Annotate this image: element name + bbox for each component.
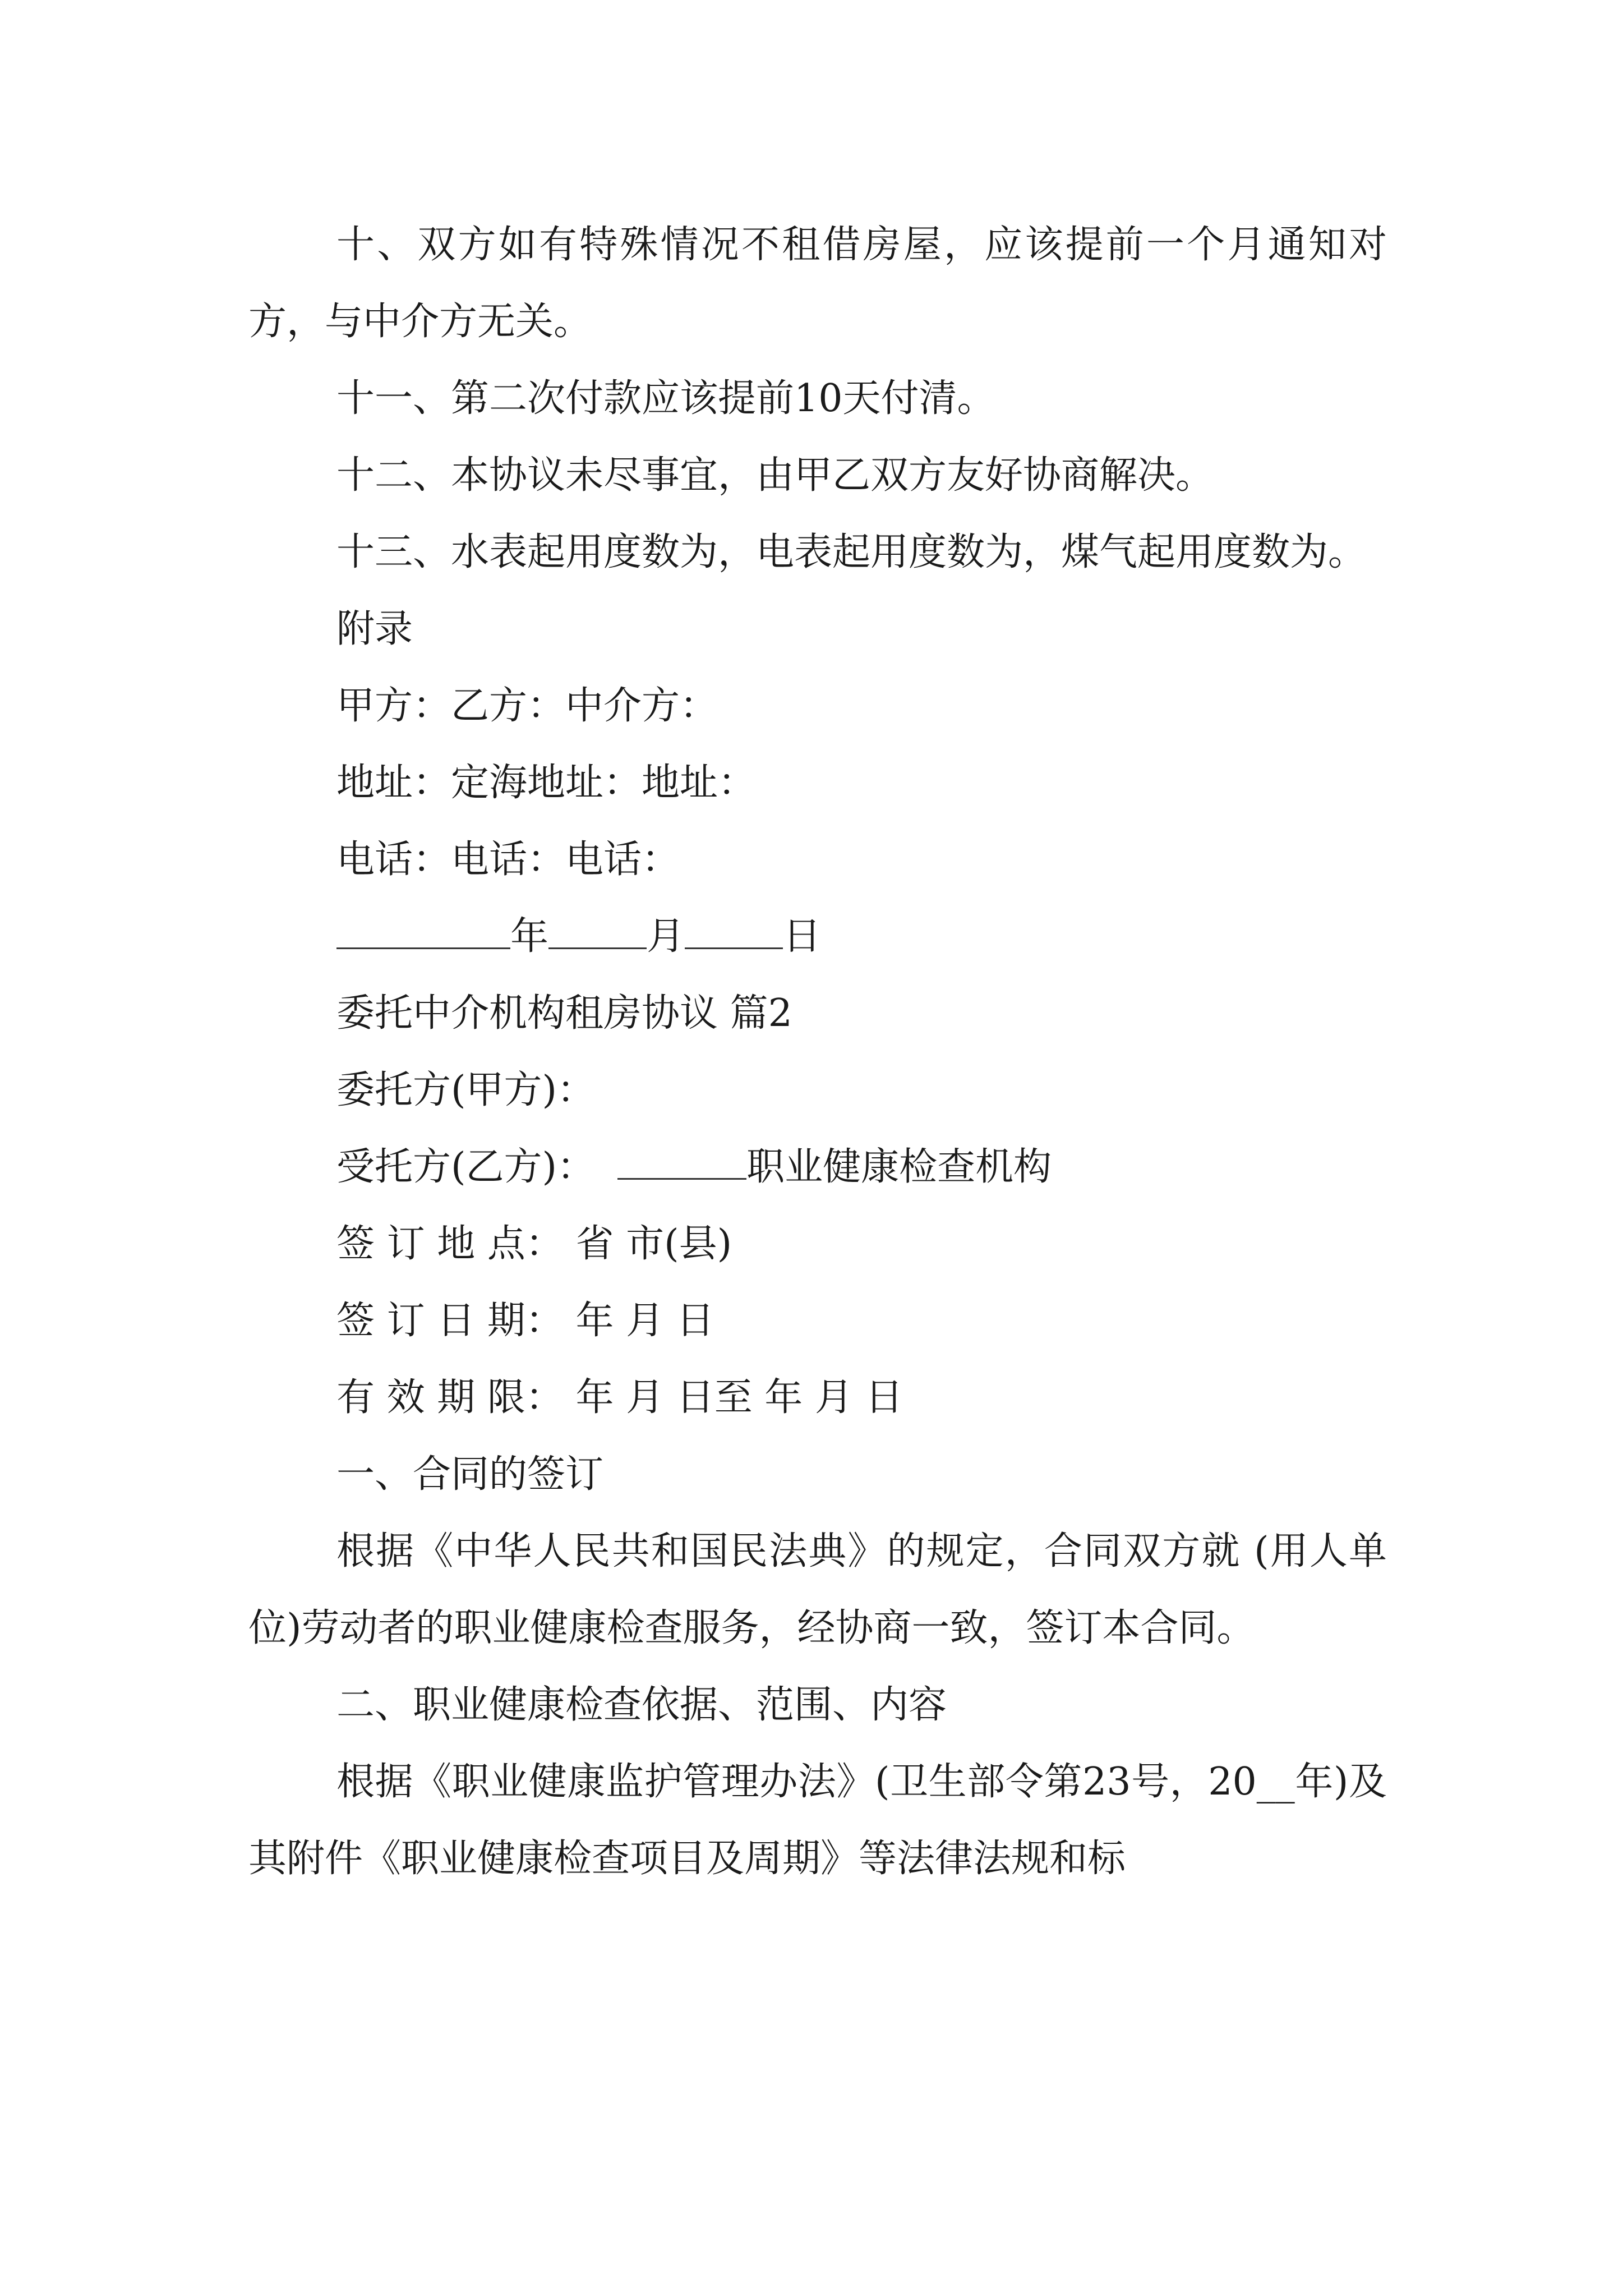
day-label: 日 (783, 914, 822, 959)
paragraph-exam-basis: 根据《职业健康监护管理办法》(卫生部令第23号，20__年)及其附件《职业健康检查项目及周期》等法律法规和标 (248, 1760, 1387, 1881)
day-blank (685, 914, 783, 949)
agent-label: 受托方(乙方)： (336, 1145, 596, 1189)
year-label: 年 (510, 914, 549, 959)
agent-line (248, 1129, 1387, 1205)
paragraph-contract-signing: 根据《中华人民共和国民法典》的规定，合同双方就 (用人单位)劳动者的职业健康检查服务，经协商一致，签订本合同。 (248, 1529, 1387, 1650)
sign-date-line: 签 订 日 期： 年 月 日 (336, 1299, 714, 1343)
heading-exam-basis: 二、职业健康检查依据、范围、内容 (336, 1683, 947, 1727)
month-blank (548, 914, 647, 949)
year-blank (336, 914, 510, 949)
sign-place-line: 签 订 地 点： 省 市(县) (336, 1222, 732, 1266)
heading-contract-signing: 一、合同的签订 (336, 1452, 604, 1497)
date-line (248, 898, 1387, 975)
clause-11: 十一、第二次付款应该提前10天付清。 (336, 376, 995, 421)
valid-period-line: 有 效 期 限： 年 月 日至 年 月 日 (336, 1375, 903, 1420)
client-line: 委托方(甲方)： (336, 1068, 596, 1112)
agent-org: 职业健康检查机构 (746, 1145, 1052, 1189)
phone-line: 电话：电话：电话： (336, 838, 680, 882)
clause-10: 十、双方如有特殊情况不租借房屋，应该提前一个月通知对方，与中介方无关。 (248, 223, 1387, 344)
address-line: 地址：定海地址：地址： (336, 761, 757, 805)
clause-12: 十二、本协议未尽事宜，由甲乙双方友好协商解决。 (336, 453, 1214, 498)
parties-line: 甲方：乙方：中介方： (336, 684, 718, 728)
agent-blank (617, 1144, 746, 1180)
section2-title: 委托中介机构租房协议 篇2 (336, 991, 792, 1036)
clause-13: 十三、水表起用度数为，电表起用度数为，煤气起用度数为。 (336, 530, 1367, 574)
month-label: 月 (647, 914, 685, 959)
appendix-heading: 附录 (336, 607, 413, 651)
document-body (248, 206, 1387, 1897)
